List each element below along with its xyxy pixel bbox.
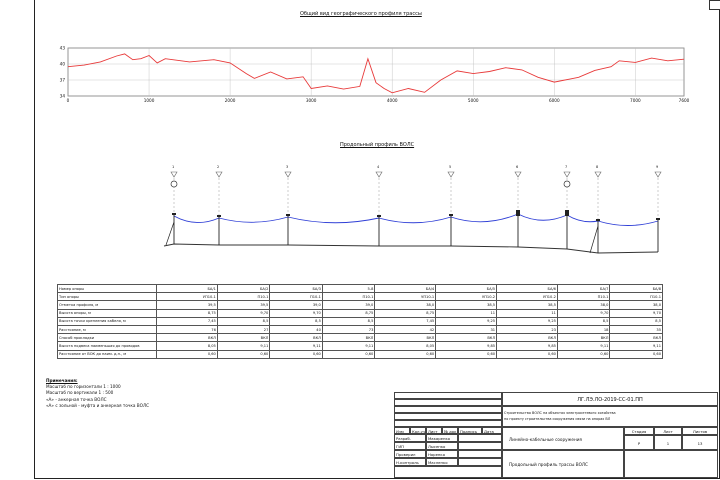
- stage-header: Стадия: [624, 427, 654, 435]
- table-cell: П10-1: [610, 293, 663, 301]
- support-struts: [166, 222, 598, 253]
- table-row: [58, 317, 663, 325]
- row-label: Высота опоры, м: [58, 309, 157, 317]
- table-cell: 8,5: [557, 317, 610, 325]
- description-line: Строительство ВОЛС на объектах электросетевого хозяйства: [504, 411, 616, 415]
- drawing-code: ЛГ.ЛЭ.ЛО-2019-СС-01.ПП: [502, 392, 718, 406]
- table-cell: 9,85: [497, 342, 558, 350]
- table-cell: ВКЛ: [436, 334, 497, 342]
- x-tick-label: 6000: [548, 98, 560, 103]
- table-cell: 38,5: [497, 301, 558, 309]
- table-cell: ВКЛ: [322, 334, 375, 342]
- stage-value: Р: [624, 435, 654, 450]
- table-row: [58, 309, 663, 317]
- table-cell: 8,05: [375, 342, 436, 350]
- col-header: Лист: [426, 427, 442, 434]
- table-cell: 42: [375, 325, 436, 333]
- support-label: 1: [172, 165, 175, 169]
- description-line: по проекту строительства сооружения связи на опорах ВЛ: [504, 417, 611, 421]
- cable-sag-line: [174, 214, 658, 226]
- table-cell: БА/7: [557, 285, 610, 293]
- drawing-description: [502, 406, 718, 427]
- table-cell: ВКЛ: [610, 334, 663, 342]
- rev-row: [394, 420, 502, 427]
- support-poles: [174, 212, 658, 253]
- table-cell: 0,60: [436, 350, 497, 358]
- table-row: [58, 285, 663, 293]
- table-cell: 39,5: [217, 301, 270, 309]
- table-cell: БА/5: [436, 285, 497, 293]
- table-cell: БА/2: [217, 285, 270, 293]
- col-header: Кол.уч: [412, 429, 426, 434]
- rev-row: [394, 406, 502, 413]
- rev-row: [394, 399, 502, 406]
- table-cell: 39,0: [322, 301, 375, 309]
- x-tick-label: 1000: [143, 98, 155, 103]
- row-label: Отметка профиля, м: [58, 301, 157, 309]
- table-cell: 0,60: [270, 350, 323, 358]
- table-cell: 40: [270, 325, 323, 333]
- table-cell: 23: [497, 325, 558, 333]
- long-profile-title: Продольный профиль ВОЛС: [340, 142, 415, 148]
- table-cell: 9,85: [436, 342, 497, 350]
- table-cell: УП10-2: [436, 293, 497, 301]
- table-cell: 27: [217, 325, 270, 333]
- sheet-value: 1: [654, 435, 682, 450]
- sheet-header: Лист: [654, 427, 682, 435]
- table-cell: ВКЛ: [270, 334, 323, 342]
- x-tick-label: 2000: [224, 98, 236, 103]
- table-cell: БА/4: [375, 285, 436, 293]
- col-header: Дата: [482, 427, 502, 434]
- facility-name: Линейно-кабельные сооружения: [502, 427, 624, 450]
- name-cell: Лысенко: [426, 442, 458, 450]
- table-cell: 9,70: [610, 309, 663, 317]
- table-row: [58, 301, 663, 309]
- support-label: 8: [596, 165, 599, 169]
- table-cell: 8,5: [610, 317, 663, 325]
- support-guides: [174, 178, 658, 220]
- table-cell: БА/3: [270, 285, 323, 293]
- table-cell: 8,5: [270, 317, 323, 325]
- table-cell: 38,5: [436, 301, 497, 309]
- table-cell: БА/1: [157, 285, 218, 293]
- support-label: 7: [565, 165, 568, 169]
- anchor-markers: [171, 181, 570, 187]
- row-label: Тип опоры: [58, 293, 157, 301]
- table-cell: 9,11: [557, 342, 610, 350]
- role-cell: Н.контроль: [394, 458, 426, 466]
- table-cell: 0,60: [610, 350, 663, 358]
- table-row: [58, 334, 663, 342]
- table-cell: 7,45: [375, 317, 436, 325]
- table-cell: П10-1: [322, 293, 375, 301]
- table-cell: 8,75: [322, 309, 375, 317]
- rev-row: [394, 413, 502, 420]
- x-tick-label: 4000: [386, 98, 398, 103]
- table-cell: 76: [157, 325, 218, 333]
- role-cell: Проверил: [394, 450, 426, 458]
- table-cell: 0,60: [497, 350, 558, 358]
- table-cell: 0,60: [157, 350, 218, 358]
- sheets-header: Листов: [682, 427, 718, 435]
- support-label: 5: [449, 165, 452, 169]
- y-tick-label: 40: [59, 61, 65, 67]
- note-line: «А» - анкерная точка ВОЛС: [46, 396, 107, 402]
- table-cell: 0,60: [322, 350, 375, 358]
- table-cell: 73: [322, 325, 375, 333]
- row-label: Номер опоры: [58, 285, 157, 293]
- table-cell: 7,45: [157, 317, 218, 325]
- table-cell: 9,70: [270, 309, 323, 317]
- note-line: Масштаб по вертикали 1 : 500: [46, 390, 114, 396]
- sheet-title: Продольный профиль трассы ВОЛС: [502, 450, 624, 478]
- support-label: 6: [516, 165, 519, 169]
- table-cell: 8,75: [375, 309, 436, 317]
- notes-block: [46, 378, 149, 409]
- table-cell: П10-1: [557, 293, 610, 301]
- table-row: [58, 350, 663, 358]
- table-cell: 39,0: [270, 301, 323, 309]
- y-tick-label: 34: [59, 93, 65, 99]
- table-cell: 0,60: [557, 350, 610, 358]
- table-cell: ВКЛ: [557, 334, 610, 342]
- table-cell: ВКЛ: [217, 334, 270, 342]
- support-label: 9: [656, 165, 659, 169]
- table-cell: 35: [610, 325, 663, 333]
- x-tick-label: 7000: [630, 98, 641, 103]
- support-markers: [171, 172, 661, 177]
- table-cell: 9,11: [610, 342, 663, 350]
- table-row: [58, 342, 663, 350]
- table-cell: ВКЛ: [157, 334, 218, 342]
- table-cell: БА/6: [497, 285, 558, 293]
- x-tick-label: 0: [66, 98, 70, 103]
- col-header: № док: [444, 429, 457, 434]
- support-label: 4: [377, 165, 380, 169]
- table-cell: УП10-1: [157, 293, 218, 301]
- table-cell: 5-8: [322, 285, 375, 293]
- table-cell: БА/8: [610, 285, 663, 293]
- row-label: Высота точки крепления кабеля, м: [58, 317, 157, 325]
- row-label: Расстояние, м: [58, 325, 157, 333]
- table-cell: 8,5: [217, 317, 270, 325]
- table-row: [58, 293, 663, 301]
- table-cell: 38,0: [610, 301, 663, 309]
- table-cell: П10-1: [217, 293, 270, 301]
- profile-data-table: [57, 284, 663, 359]
- profile-chart-title: Общий вид географического профиля трассы: [300, 11, 422, 17]
- table-cell: 9,25: [497, 317, 558, 325]
- table-cell: 8,05: [157, 342, 218, 350]
- x-tick-label: 3000: [305, 98, 317, 103]
- table-cell: 38,0: [557, 301, 610, 309]
- table-cell: 9,11: [270, 342, 323, 350]
- name-cell: Масленко: [426, 458, 458, 466]
- support-label: 3: [286, 165, 289, 169]
- y-tick-label: 43: [59, 45, 65, 51]
- title-block-stamp: [394, 392, 718, 478]
- table-cell: УП10-1: [375, 293, 436, 301]
- role-cell: ГИП: [394, 442, 426, 450]
- name-cell: Макаренко: [426, 434, 458, 442]
- table-cell: 9,11: [322, 342, 375, 350]
- table-cell: 39,5: [157, 301, 218, 309]
- table-cell: 9,25: [436, 317, 497, 325]
- table-cell: УП10-2: [497, 293, 558, 301]
- note-line: Масштаб по горизонтали 1 : 1000: [46, 384, 121, 390]
- row-label: Расстояние от ВОК до наим. д.н., м: [58, 350, 157, 358]
- table-cell: 0,60: [217, 350, 270, 358]
- table-cell: 18: [557, 325, 610, 333]
- table-row: [58, 325, 663, 333]
- table-cell: 11: [497, 309, 558, 317]
- table-cell: 8,5: [322, 317, 375, 325]
- table-cell: ВКЛ: [375, 334, 436, 342]
- note-line: «А» с зольной - муфта и анкерная точка ВОЛС: [46, 402, 150, 408]
- table-cell: ВКЛ: [497, 334, 558, 342]
- support-label: 2: [217, 165, 220, 169]
- table-cell: 31: [436, 325, 497, 333]
- row-label: Высота подвеса наименьшая до проводов: [58, 342, 157, 350]
- table-cell: П10-1: [270, 293, 323, 301]
- sheets-value: 13: [682, 435, 718, 450]
- table-cell: 38,0: [375, 301, 436, 309]
- x-tick-label: 7600: [678, 98, 690, 103]
- table-cell: 9,70: [557, 309, 610, 317]
- table-cell: 8,75: [157, 309, 218, 317]
- table-cell: 0,60: [375, 350, 436, 358]
- y-tick-label: 37: [59, 77, 65, 83]
- row-label: Способ прокладки: [58, 334, 157, 342]
- name-cell: Норенко: [426, 450, 458, 458]
- table-cell: 9,70: [217, 309, 270, 317]
- x-tick-label: 5000: [467, 98, 479, 103]
- role-cell: Разраб.: [394, 434, 426, 442]
- support-caps: [172, 210, 660, 221]
- col-header: Подпись: [458, 427, 482, 434]
- table-cell: 11: [436, 309, 497, 317]
- col-header: Изм: [394, 427, 410, 434]
- rev-row: [394, 392, 502, 399]
- notes-heading: Примечания:: [46, 378, 78, 383]
- ground-line: [164, 244, 658, 253]
- table-cell: 9,11: [217, 342, 270, 350]
